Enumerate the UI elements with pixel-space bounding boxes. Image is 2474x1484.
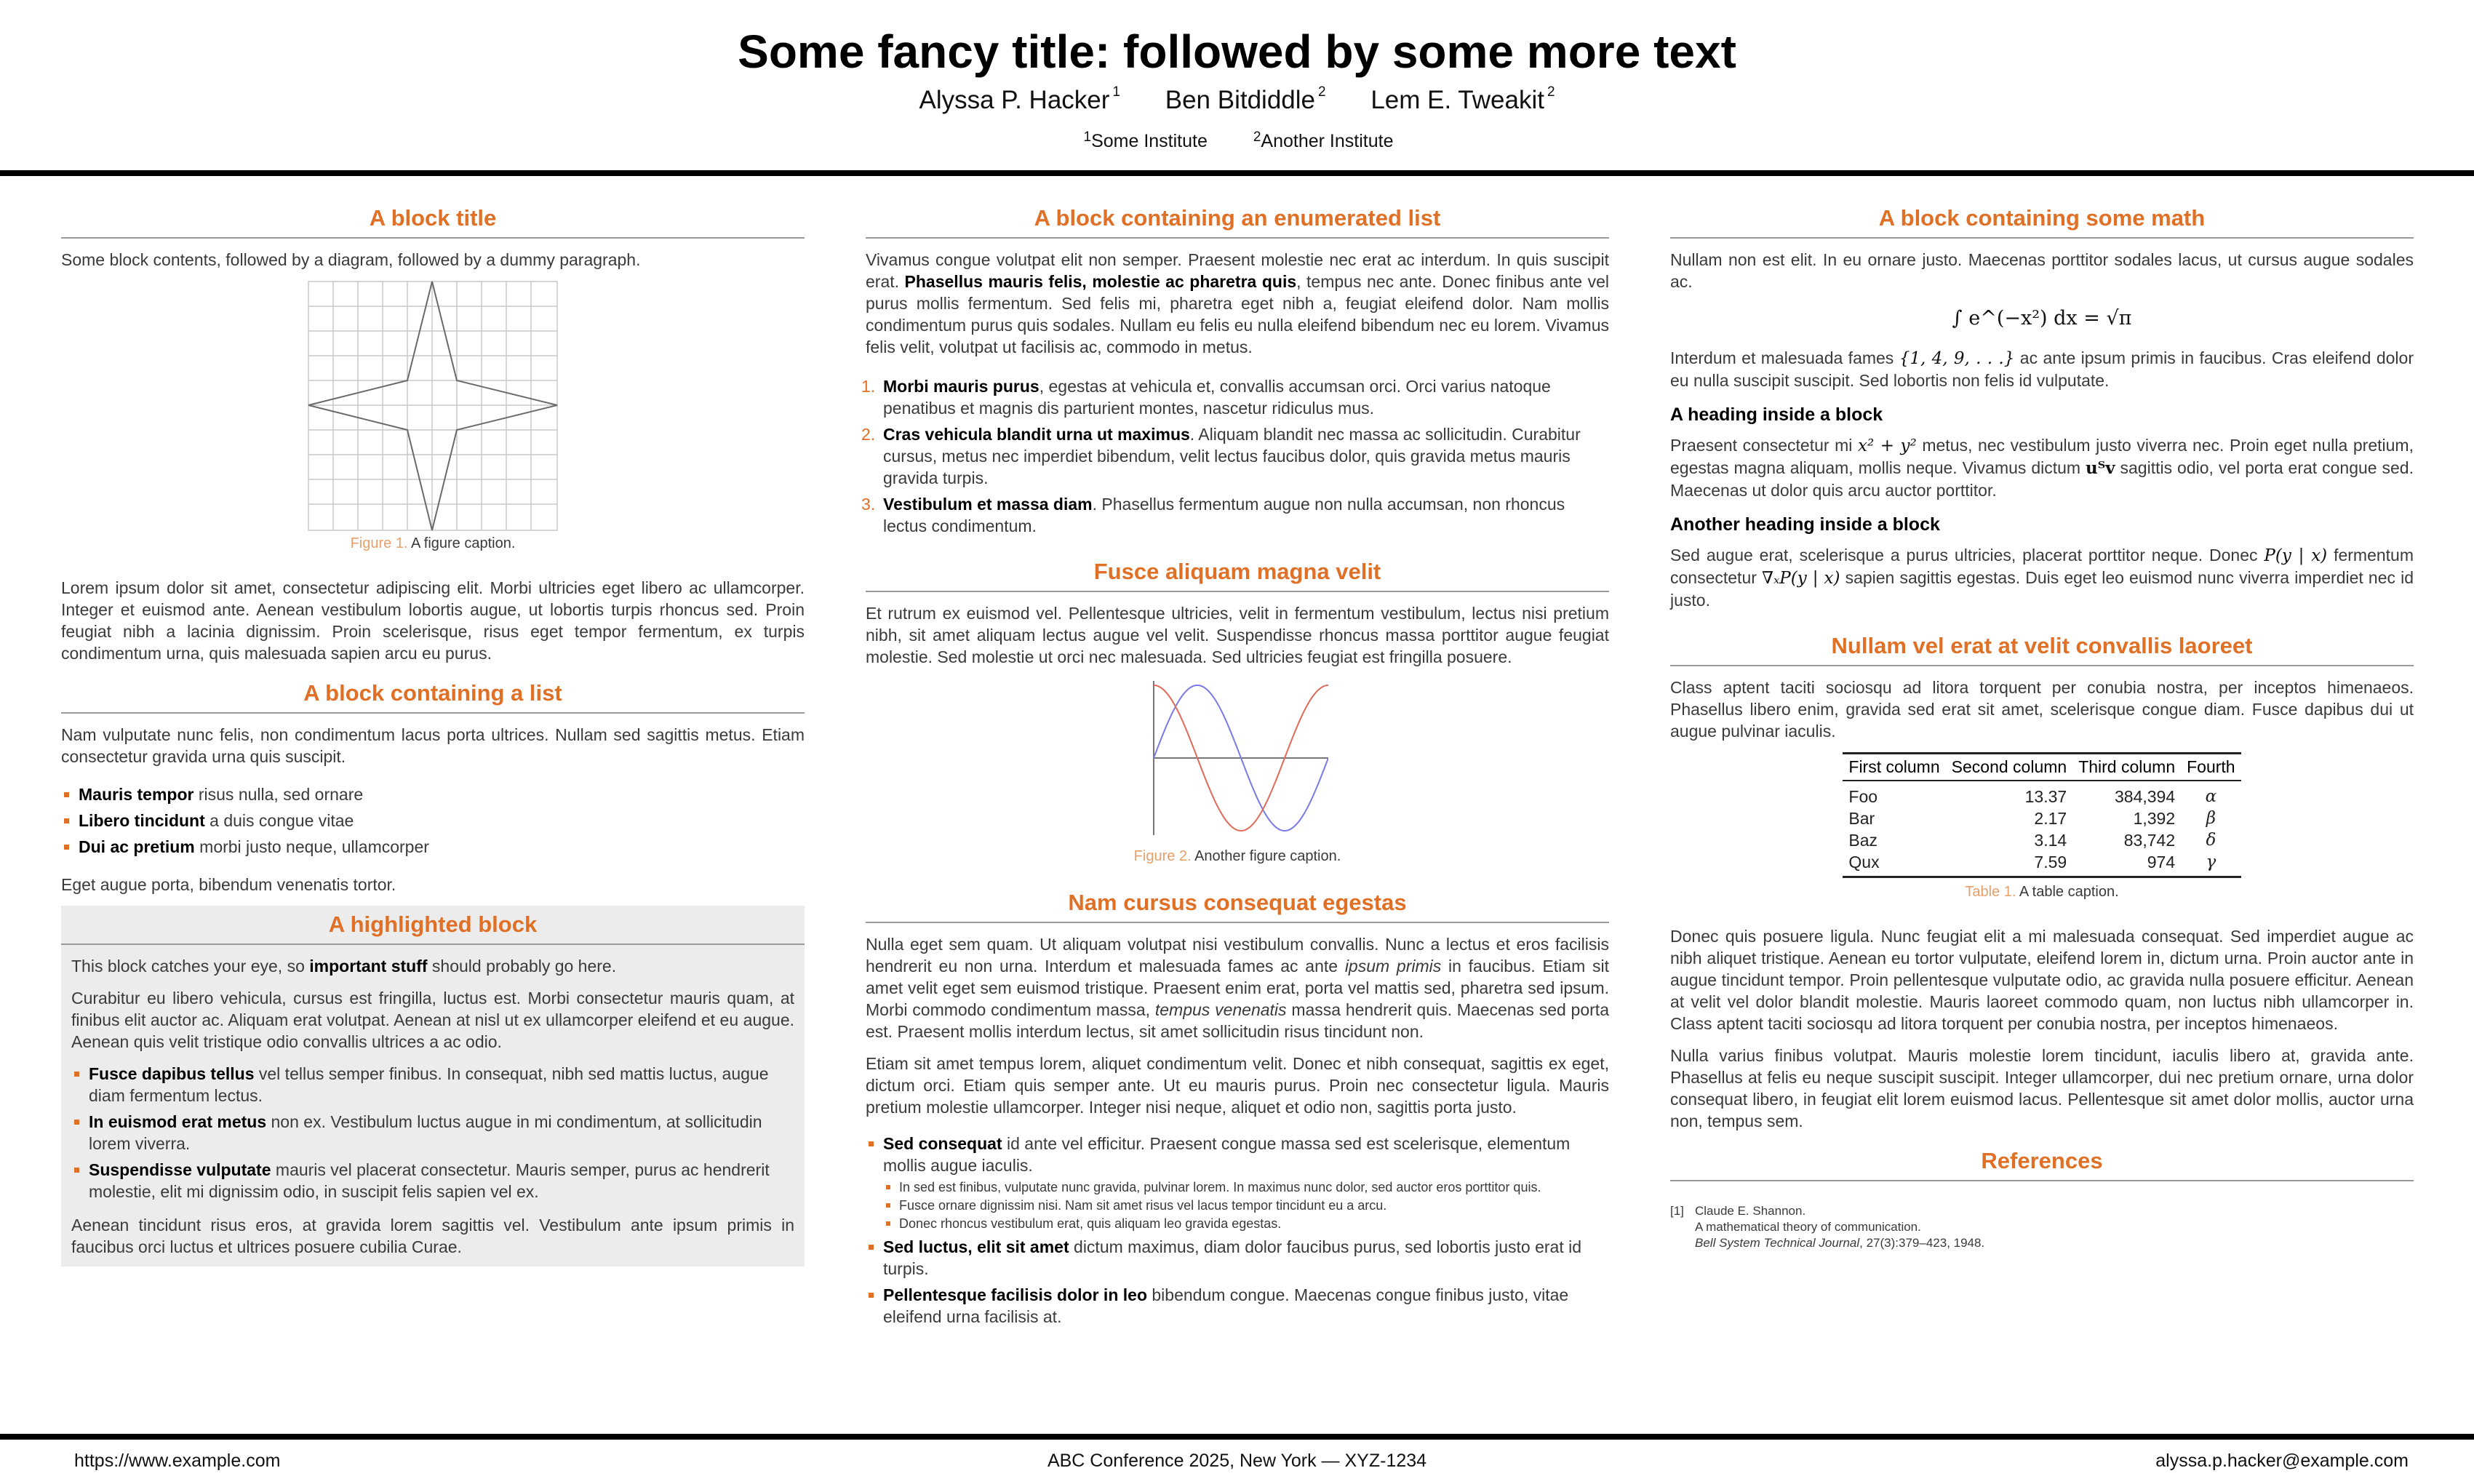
block-paragraph: Nulla varius finibus volutpat. Mauris molestie lorem tincidunt, iaculis libero at, gravida ante. Phasellus at felis eu neque suscipit suscipit. Integer ullamcorper, dui nec pretium ornare, urna dolor consequat libero, in feugiat elit lorem euismod lacus. Pellentesque sit amet dolor mollis, auctor urna non, tempus sem. [1670,1046,2414,1130]
display-equation: ∫ e^(−x²) dx = √π [1952,307,2132,330]
column-right [1670,205,2414,1251]
footer-conference: ABC Conference 2025, New York — XYZ-1234 [1047,1451,1427,1471]
author: Alyssa P. Hacker $^1$ [919,84,1120,114]
table-row [1843,781,2240,807]
block-paragraph: Class aptent taciti sociosqu ad litora torquent per conubia nostra, per inceptos himenaeos. Phasellus libero enim, gravida sed erat sit amet, scelerisque congue diam. Fusce dapibus dui ut augue pulvinar iaculis. [1670,678,2414,741]
table-cell: 83,742 [2123,831,2176,850]
block-paragraph: Et rutrum ex euismod vel. Pellentesque ultricies, velit in fermentum vestibulum, lectus nisi pretium nibh, sit amet aliquam lectus augue vel velit. Suspendisse rhoncus massa porttitor augue feugiat molestie. Sed molestie ut orci nec malesuada. Sed ultricies feugiat est fringilla posuere. [866,604,1609,666]
bullet-list [866,1133,1609,1328]
table-header: Second column [1946,754,2073,781]
table-cell: δ [2206,831,2216,850]
sub-list [883,1179,1609,1232]
poster-title: Some fancy title: followed by some more text [738,25,1736,78]
block-outro: Eget augue porta, bibendum venenatis tortor. [61,875,396,894]
table-cell: 13.37 [2024,787,2067,806]
sub-list-item: Donec rhoncus vestibulum erat, quis aliquam leo gravida egestas. [883,1216,1609,1232]
table-block [1670,633,2414,1132]
table-cell: β [2206,809,2216,828]
list-item: Fusce dapibus tellus vel tellus semper finibus. In consequat, nibh sed mattis luctus, augue diam fermentum lectus. [71,1063,794,1106]
inner-heading: A heading inside a block [1670,404,1883,425]
table-cell: 384,394 [2114,787,2176,806]
block-title: A block containing an enumerated list [866,205,1609,239]
table-cell: 7.59 [1946,851,2073,877]
block-paragraph: Praesent consectetur mi x² + y² metus, nec vestibulum justo viverra nec. Proin eget nulla pretium, egestas magna aliquam, mollis neque. Vivamus dictum uᵀv sagittis odio, vel porta erat congue sed. Maecenas ut dolor quis arcu auctor porttitor. [1670,436,2414,500]
table-cell: 3.14 [2034,831,2067,850]
bullet-list [71,1063,794,1202]
list-item: Sed luctus, elit sit amet dictum maximus, diam dolor faucibus purus, sed lobortis justo erat id turpis. [866,1236,1609,1280]
references-block [1670,1148,2414,1251]
block-paragraph: Nullam non est elit. In eu ornare justo. Maecenas porttitor sodales lacus, ut cursus augue sodales ac. [1670,250,2414,291]
table-cell: α [2205,787,2217,806]
block-paragraph: This block catches your eye, so important stuff should probably go here. [71,957,617,976]
poster-header [0,0,2474,172]
table-header: Fourth [2181,754,2240,781]
figure-caption: Figure 2. Another figure caption. [1133,848,1341,864]
bullet-list [61,783,805,858]
list-item: Mauris tempor risus nulla, sed ornare [61,783,805,805]
table-cell: Bar [1848,809,1875,828]
reference-item: [1] Claude E. Shannon. A mathematical theory of communication. Bell System Technical Journal, 27(3):379–423, 1948. [1670,1204,1985,1250]
table-cell: Foo [1848,787,1878,806]
highlighted-block [61,906,805,1266]
block-title: A block title [61,205,805,239]
sine-cosine-plot [1146,678,1328,838]
author: Lem E. Tweakit $^2$ [1370,84,1555,114]
block-title: Fusce aliquam magna velit [866,559,1609,592]
block-title: A highlighted block [61,906,805,945]
block-title: Nullam vel erat at velit convallis laoreet [1670,633,2414,666]
list-item: 2. Cras vehicula blandit urna ut maximus. Aliquam blandit nec massa ac sollicitudin. Curabitur cursus, metus nec imperdiet bibendum, velit lectus faucibus dolor, quis gravida metus mauris gravida turpis. [861,425,1581,487]
list-item: Sed consequat id ante vel efficitur. Praesent congue massa sed est scelerisque, elementum mollis augue iaculis. In sed est finibus, vulputate nunc gravida, pulvinar lorem. In maximus nunc dolor, sed auctor eros porttitor quis. Fusce ornare dignissim nisi. Nam sit amet risus vel lacus tempor tincidunt eu a arcu. Donec rhoncus vestibulum erat, quis aliquam leo gravida egestas. [866,1133,1609,1232]
table-row [1843,829,2240,851]
sub-list-item: In sed est finibus, vulputate nunc gravida, pulvinar lorem. In maximus nunc dolor, sed auctor eros porttitor quis. [883,1179,1609,1195]
affiliation: $^2$Another Institute [1253,129,1394,151]
block-paragraph: Vivamus congue volutpat elit non semper. Praesent molestie nec erat ac interdum. In quis suscipit erat. Phasellus mauris felis, molestie ac pharetra quis, tempus nec ante. Donec finibus ante vel purus mollis fermentum. Sed felis mi, pharetra eget nibh a, feugiat eleifend dolor. Nam mollis condimentum purus quis sodales. Nullam eu felis eu nulla eleifend bibendum nec eu lorem. Vivamus felis velit, volutpat ut facilisis ac, commodo in metus. [866,250,1609,356]
table-cell: 974 [2072,851,2181,877]
block-paragraph: Nulla eget sem quam. Ut aliquam volutpat nisi vestibulum convallis. Nunc a lectus et eros facilisis hendrerit eu non urna. Interdum et malesuada fames ac ante ipsum primis in faucibus. Etiam sit amet velit eget sem euismod tristique. Praesent enim erat, porta vel mattis sed, pharetra sed ipsum. Morbi commodo condimentum massa, tempus venenatis massa hendrerit quis. Maecenas sed porta est. Praesent mollis interdum lectus, sit amet sollicitudin risus tincidunt non. [866,935,1609,1041]
poster-footer [0,1439,2474,1484]
affiliation: $^1$Some Institute [1083,129,1208,151]
math-block [1670,205,2414,611]
enumerated-list [861,375,1609,537]
block-title: References [1670,1148,2414,1181]
footer-url-link[interactable]: https://www.example.com [74,1451,281,1471]
block-title: A block containing some math [1670,205,2414,239]
block-paragraph: Sed augue erat, scelerisque a purus ultricies, placerat porttitor neque. Donec P(y | x) fermentum consectetur ∇ₓP(y | x) sapien sagittis egestas. Duis eget leo euismod nunc viverra imperdiet nec id justo. [1670,546,2414,610]
table-cell: Qux [1843,851,1945,877]
block-intro: Some block contents, followed by a diagram, followed by a dummy paragraph. [61,250,641,269]
enumerated-block [861,205,1609,537]
block-paragraph: Aenean tincidunt risus eros, at gravida lorem sagittis vel. Vestibulum ante ipsum primis in faucibus orci luctus et ultrices posuere cubilia Curae. [71,1216,794,1256]
header-rule [0,170,2474,176]
text-block [866,890,1609,1328]
column-middle [861,205,1609,1339]
list-block [61,680,805,895]
table-row [1843,807,2240,829]
table-row [1843,851,2240,877]
sub-list-item: Fusce ornare dignissim nisi. Nam sit amet risus vel lacus tempor tincidunt eu a arcu. [883,1197,1609,1213]
table-header: First column [1843,754,1945,781]
list-item: 1. Morbi mauris purus, egestas at vehicula et, convallis accumsan orci. Orci varius natoque penatibus et magnis dis parturient montes, nascetur ridiculus mus. [861,377,1551,418]
block-paragraph: Lorem ipsum dolor sit amet, consectetur adipiscing elit. Morbi ultricies eget libero ac ullamcorper. Integer et euismod ante. Aenean vestibulum lobortis augue, ut lobortis turpis rhoncus sed. Proin feugiat nibh a lacinia dignissim. Proin scelerisque, risus eget tempor fermentum, ex turpis condimentum urna, quis malesuada sapien arcu eu purus. [61,578,805,663]
figure-caption: Figure 1. A figure caption. [350,535,516,551]
block-paragraph: Donec quis posuere ligula. Nunc feugiat elit a mi malesuada consequat. Sed imperdiet augue ac nibh aliquet tristique. Aenean eu tortor vulputate, eleifend lorem in, dictum urna. Proin auctor ante in augue tincidunt tempor. Proin pellentesque vulputate odio, ac gravida nulla posuere efficitur. Aenean at velit vel dolor blandit molestie. Mauris laoreet commodo quam, non luctus nibh ullamcorper in. Class aptent taciti sociosqu ad litora torquent per conubia nostra, per inceptos himenaeos. [1670,927,2414,1033]
list-item: Dui ac pretium morbi justo neque, ullamcorper [61,836,805,858]
table-cell: Baz [1848,831,1878,850]
data-table [1843,752,2240,878]
block-title-block [61,205,805,664]
star-diagram [308,281,558,531]
figure-star-diagram [61,281,805,552]
table-cell: 2.17 [2034,809,2067,828]
figure-sine-plot [866,678,1609,865]
author-list [0,86,2474,115]
block-title: Nam cursus consequat egestas [866,890,1609,923]
list-item: In euismod erat metus non ex. Vestibulum luctus augue in mi condimentum, at sollicitudin lorem viverra. [71,1111,794,1154]
author: Ben Bitdiddle $^2$ [1165,84,1326,114]
table-caption: Table 1. A table caption. [1965,884,2119,900]
block-title: A block containing a list [61,680,805,714]
table-cell: 1,392 [2133,809,2176,828]
column-left [61,205,805,1266]
table-header: Third column [2072,754,2181,781]
footer-email-link[interactable]: alyssa.p.hacker@example.com [2155,1451,2409,1471]
sine-figure-block [866,559,1609,865]
list-item: 3. Vestibulum et massa diam. Phasellus fermentum augue non nulla accumsan, non rhoncus lectus condimentum. [861,495,1565,535]
table-cell: γ [2181,851,2240,877]
inner-heading: Another heading inside a block [1670,514,1940,535]
affiliation-list [0,131,2474,152]
table-header-row [1843,754,2240,781]
block-paragraph: Curabitur eu libero vehicula, cursus est fringilla, luctus est. Morbi consectetur mauris quam, at finibus elit auctor ac. Aliquam erat volutpat. Aenean at nisl ut ex ullamcorper eleifend et eu augue. Aenean quis velit tristique odio convallis ultrices a ac odio. [71,989,794,1051]
list-item: Suspendisse vulputate mauris vel placerat consectetur. Mauris semper, purus ac hendrerit molestie, elit mi dignissim odio, in suscipit felis sapien vel ex. [71,1159,794,1202]
block-paragraph: Interdum et malesuada fames {1, 4, 9, . . .} ac ante ipsum primis in faucibus. Cras eleifend dolor eu nulla suscipit suscipit. Sed lobortis non felis id vulputate. [1670,348,2414,390]
list-item: Pellentesque facilisis dolor in leo bibendum congue. Maecenas congue finibus justo, vitae eleifend urna facilisis at. [866,1284,1609,1328]
block-intro: Nam vulputate nunc felis, non condimentum lacus porta ultrices. Nullam sed sagittis metus. Etiam consectetur gravida urna quis suscipit. [61,725,805,766]
block-paragraph: Etiam sit amet tempus lorem, aliquet condimentum velit. Donec et nibh consequat, sagittis ex eget, dictum orci. Etiam quis semper ante. Ut eu mauris purus. Proin nec consectetur ligula. Mauris pretium molestie ullamcorper. Integer nisi neque, aliquet et odio non, sagittis porta justo. [866,1054,1609,1117]
list-item: Libero tincidunt a duis congue vitae [61,810,805,831]
